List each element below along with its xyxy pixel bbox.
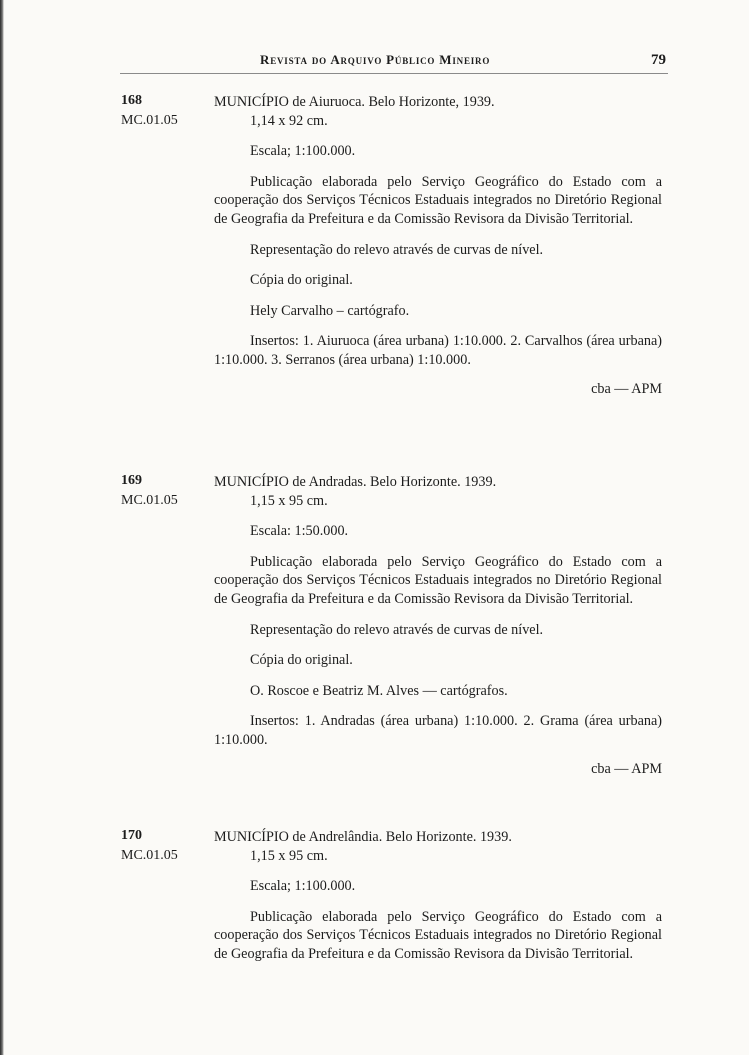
entry-body bbox=[214, 828, 662, 964]
entry-source: cba — APM bbox=[591, 380, 662, 397]
entry-dimensions: 1,15 x 95 cm. bbox=[250, 492, 328, 509]
entry-publication: Publicação elaborada pelo Serviço Geográfico do Estado com a cooperação dos Serviços Técnicos Estaduais integrados no Diretório Regional de Geografia da Prefeitura e da Comissão Revisora da Divisão Territorial. bbox=[214, 173, 662, 227]
entry-copy: Cópia do original. bbox=[250, 272, 353, 289]
entry-insets: Insertos: 1. Aiuruoca (área urbana) 1:10.000. 2. Carvalhos (área urbana) 1:10.000. 3. Serranos (área urbana) 1:10.000. bbox=[214, 333, 662, 368]
entry-insets: Insertos: 1. Andradas (área urbana) 1:10.000. 2. Grama (área urbana) 1:10.000. bbox=[214, 713, 662, 748]
entry-body bbox=[214, 93, 662, 398]
scan-edge bbox=[0, 0, 4, 1055]
entry-publication: Publicação elaborada pelo Serviço Geográfico do Estado com a cooperação dos Serviços Técnicos Estaduais integrados no Diretório Regional de Geografia da Prefeitura e da Comissão Revisora da Divisão Territorial. bbox=[214, 553, 662, 607]
page-number: 79 bbox=[651, 52, 666, 68]
entry-number: 170 bbox=[121, 828, 142, 843]
entry-body bbox=[214, 473, 662, 778]
entry-title: MUNICÍPIO de Aiuruoca. Belo Horizonte, 1939. bbox=[214, 94, 495, 110]
entry-copy: Cópia do original. bbox=[250, 652, 353, 669]
header-rule bbox=[120, 73, 668, 74]
running-head bbox=[120, 46, 668, 76]
entry-authors: O. Roscoe e Beatriz M. Alves — cartógrafos. bbox=[250, 682, 508, 699]
entry-code: MC.01.05 bbox=[121, 848, 178, 863]
entry-title: MUNICÍPIO de Andradas. Belo Horizonte. 1939. bbox=[214, 474, 497, 490]
entry-scale: Escala; 1:100.000. bbox=[250, 878, 356, 895]
entry-relief: Representação do relevo através de curvas de nível. bbox=[250, 241, 544, 258]
journal-title: Revista do Arquivo Público Mineiro bbox=[260, 52, 491, 67]
entry-number: 169 bbox=[121, 473, 142, 488]
entry-scale: Escala; 1:100.000. bbox=[250, 143, 356, 160]
entry-dimensions: 1,15 x 95 cm. bbox=[250, 847, 328, 864]
entry-code: MC.01.05 bbox=[121, 113, 178, 128]
entry-number: 168 bbox=[121, 93, 142, 108]
entry-relief: Representação do relevo através de curvas de nível. bbox=[250, 621, 544, 638]
entry-code: MC.01.05 bbox=[121, 493, 178, 508]
entry-publication: Publicação elaborada pelo Serviço Geográfico do Estado com a cooperação dos Serviços Técnicos Estaduais integrados no Diretório Regional de Geografia da Prefeitura e da Comissão Revisora da Divisão Territorial. bbox=[214, 908, 662, 962]
entry-source: cba — APM bbox=[591, 760, 662, 777]
entry-title: MUNICÍPIO de Andrelândia. Belo Horizonte. 1939. bbox=[214, 829, 512, 845]
entry-scale: Escala: 1:50.000. bbox=[250, 523, 349, 540]
entry-authors: Hely Carvalho – cartógrafo. bbox=[250, 302, 410, 319]
entry-dimensions: 1,14 x 92 cm. bbox=[250, 112, 328, 129]
